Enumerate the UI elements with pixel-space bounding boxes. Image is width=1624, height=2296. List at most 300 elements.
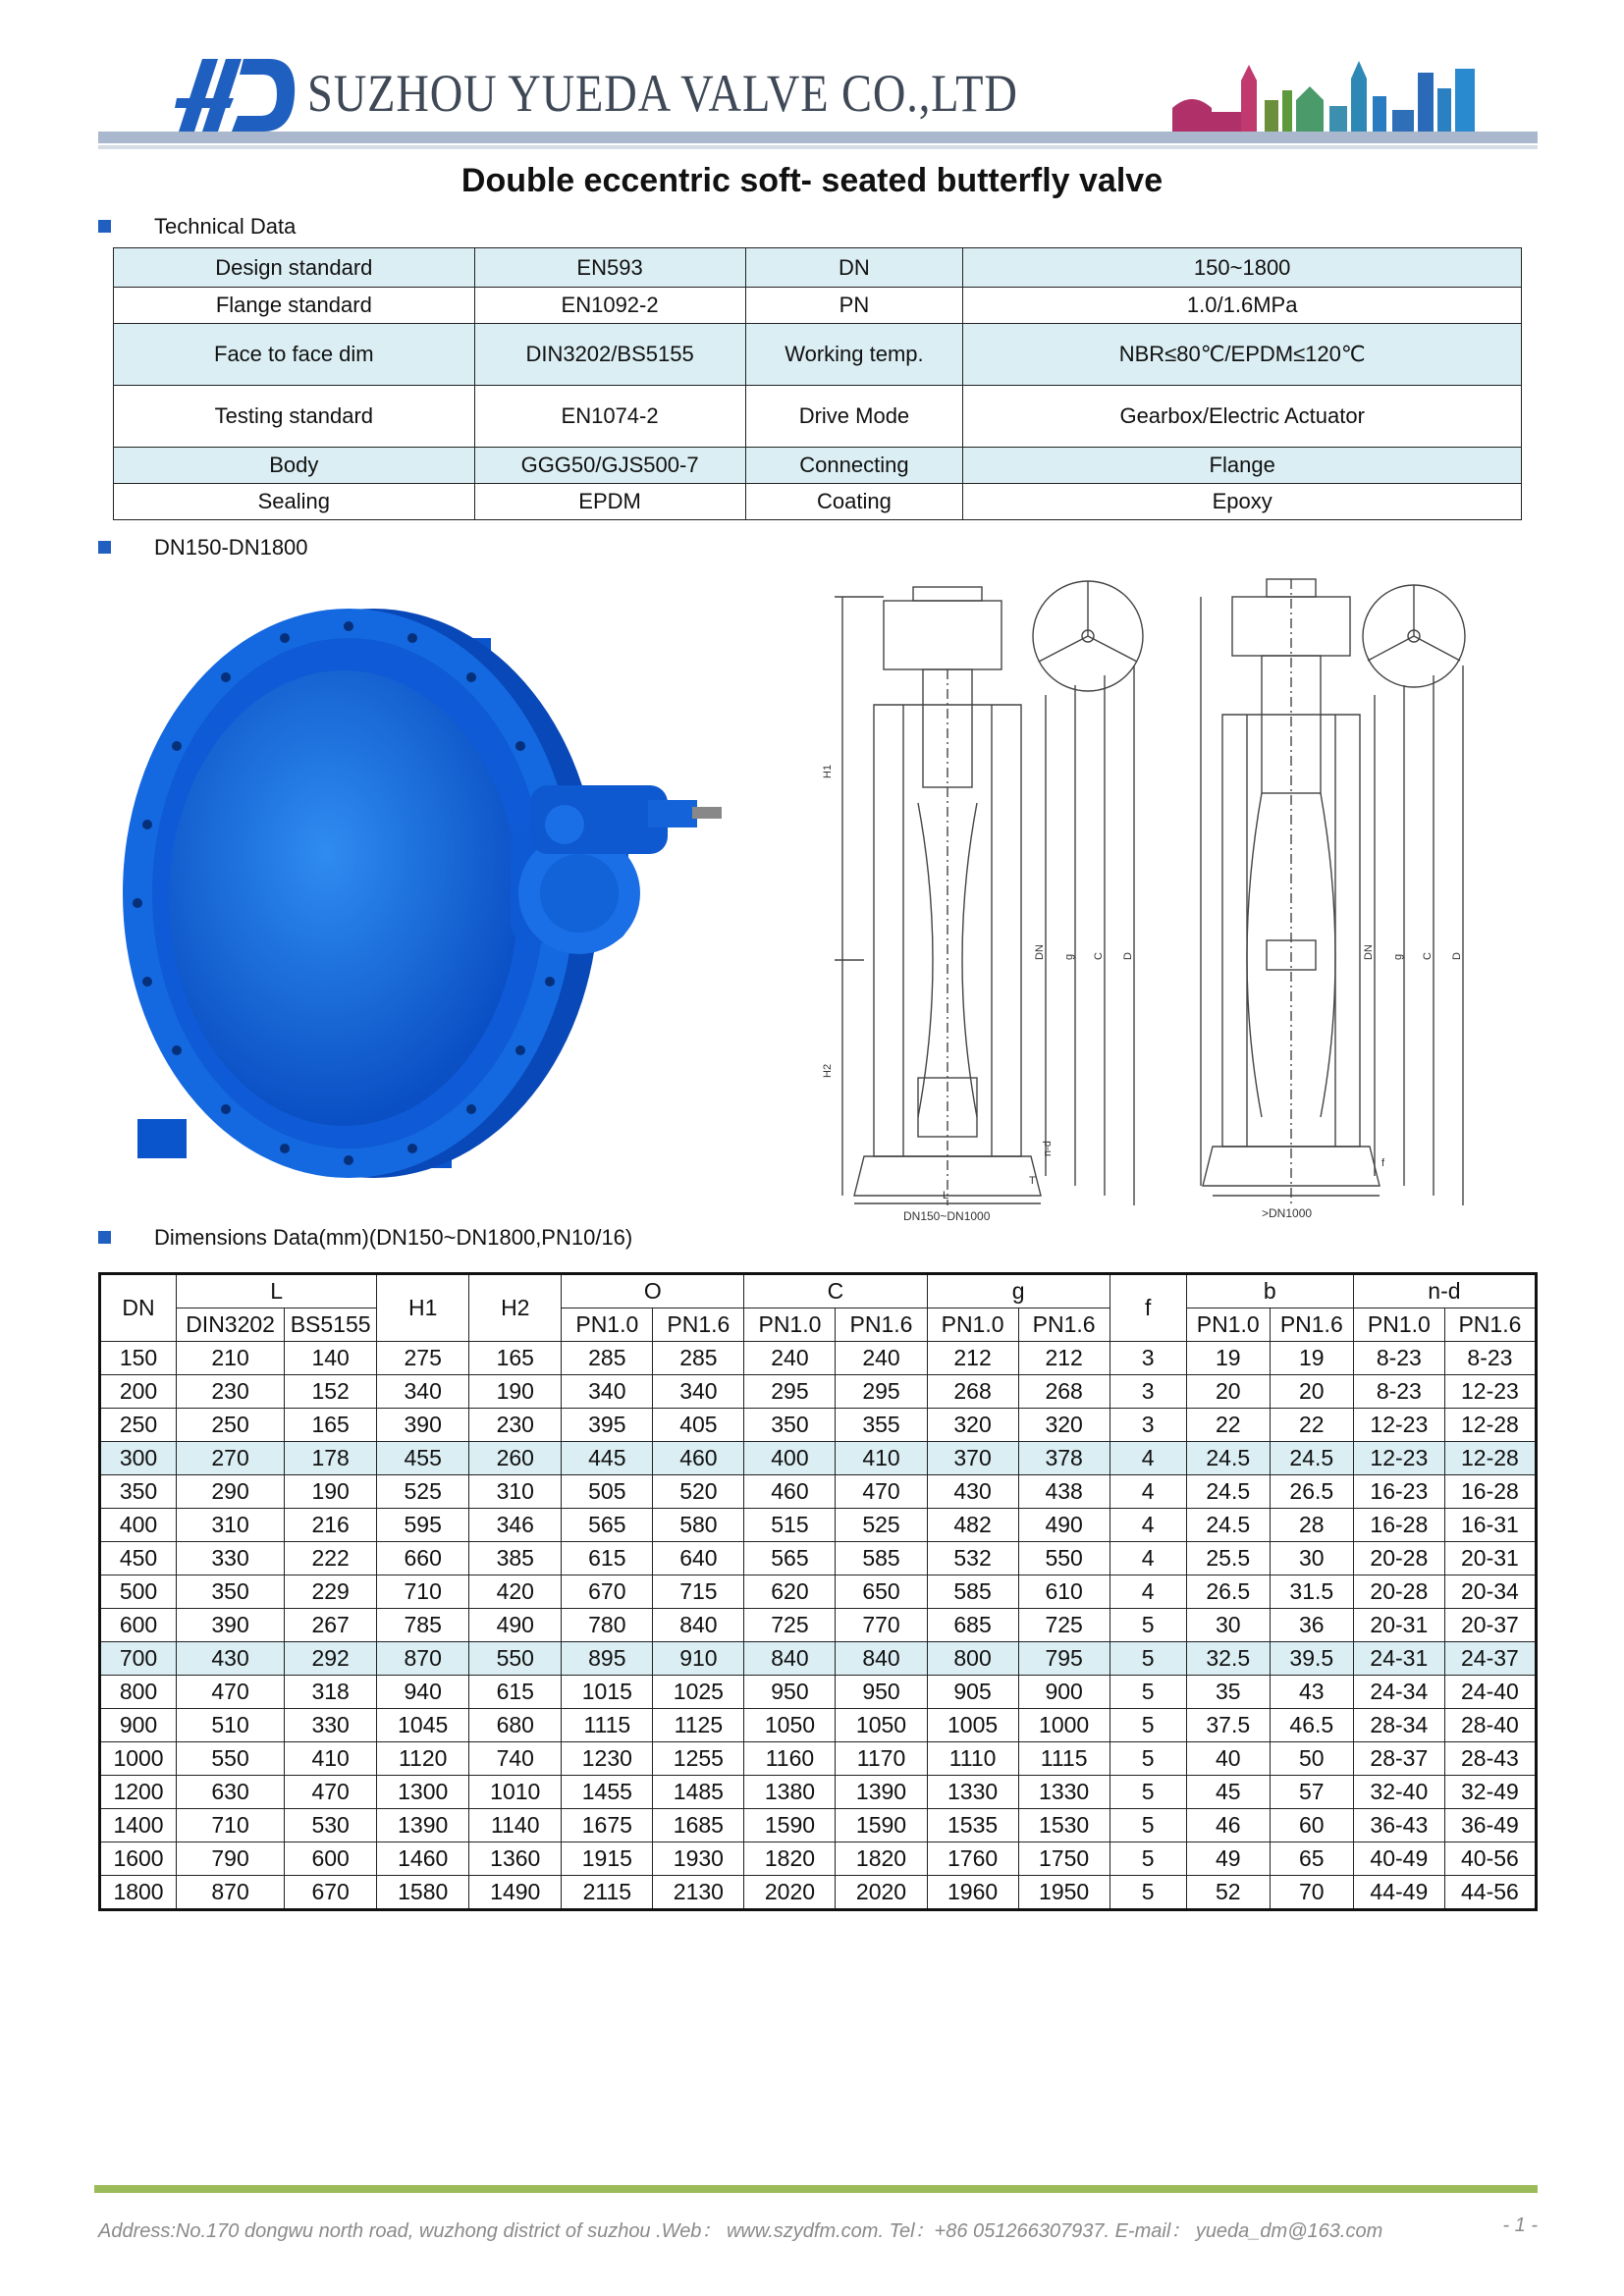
table-row — [100, 1642, 1537, 1676]
table-cell: 3 — [1110, 1342, 1186, 1375]
table-cell: 5 — [1110, 1809, 1186, 1842]
table-cell: 390 — [377, 1409, 469, 1442]
col-dn: DN — [100, 1274, 177, 1342]
col-nd: n-d — [1353, 1274, 1536, 1308]
col-f: f — [1110, 1274, 1186, 1342]
footer-address: Address:No.170 dongwu north road, wuzhong district of suzhou .Web： www.szydfm.com. Tel：+86 051266307937. E-mail： yueda_dm@163.com — [98, 2220, 1383, 2242]
table-cell: 36-49 — [1444, 1809, 1536, 1842]
table-cell: 530 — [285, 1809, 377, 1842]
table-cell: 370 — [927, 1442, 1018, 1475]
table-cell: 12-23 — [1353, 1442, 1444, 1475]
table-cell: 1930 — [653, 1842, 744, 1876]
table-row — [100, 1542, 1537, 1575]
table-cell: 5 — [1110, 1842, 1186, 1876]
table-cell: 700 — [100, 1642, 177, 1676]
table-cell: 210 — [177, 1342, 285, 1375]
table-cell: 230 — [177, 1375, 285, 1409]
col-g-pn10: PN1.0 — [927, 1308, 1018, 1342]
table-cell: 25.5 — [1186, 1542, 1270, 1575]
table-cell: 725 — [1018, 1609, 1110, 1642]
table-cell: 1360 — [469, 1842, 562, 1876]
table-cell: 16-23 — [1353, 1475, 1444, 1509]
table-cell: 490 — [469, 1609, 562, 1642]
table-cell: 37.5 — [1186, 1709, 1270, 1742]
table-cell: 2115 — [562, 1876, 653, 1910]
table-cell: 715 — [653, 1575, 744, 1609]
table-cell: 565 — [744, 1542, 836, 1575]
table-cell: 45 — [1186, 1776, 1270, 1809]
table-cell: 32-40 — [1353, 1776, 1444, 1809]
table-cell: 1590 — [836, 1809, 927, 1842]
table-cell: 565 — [562, 1509, 653, 1542]
document-title: Double eccentric soft- seated butterfly valve — [460, 162, 1164, 199]
table-cell: 600 — [100, 1609, 177, 1642]
table-cell: 44-56 — [1444, 1876, 1536, 1910]
table-cell: 1170 — [836, 1742, 927, 1776]
table-cell: 320 — [927, 1409, 1018, 1442]
table-cell: 200 — [100, 1375, 177, 1409]
table-cell: 1140 — [469, 1809, 562, 1842]
table-cell: 12-28 — [1444, 1442, 1536, 1475]
table-cell: 8-23 — [1353, 1375, 1444, 1409]
table-cell: 470 — [177, 1676, 285, 1709]
table-cell: 320 — [1018, 1409, 1110, 1442]
col-h1: H1 — [377, 1274, 469, 1342]
table-row — [100, 1342, 1537, 1375]
label-h2: H2 — [822, 1063, 834, 1078]
label-d: D — [1451, 952, 1463, 960]
table-cell: 420 — [469, 1575, 562, 1609]
col-b: b — [1186, 1274, 1353, 1308]
label-c: C — [1093, 952, 1105, 960]
bullet-icon — [98, 541, 111, 554]
table-cell: 250 — [100, 1409, 177, 1442]
table-cell: 355 — [836, 1409, 927, 1442]
table-cell: 1330 — [927, 1776, 1018, 1809]
table-cell: 1950 — [1018, 1876, 1110, 1910]
table-cell: 450 — [100, 1542, 177, 1575]
table-cell: 49 — [1186, 1842, 1270, 1876]
tech-cell-value1: GGG50/GJS500-7 — [474, 448, 745, 484]
table-cell: 1200 — [100, 1776, 177, 1809]
table-cell: 65 — [1270, 1842, 1353, 1876]
valve-photo — [118, 599, 815, 1188]
table-cell: 1490 — [469, 1876, 562, 1910]
table-cell: 4 — [1110, 1475, 1186, 1509]
table-cell: 24.5 — [1186, 1442, 1270, 1475]
table-cell: 840 — [744, 1642, 836, 1676]
table-cell: 24.5 — [1186, 1475, 1270, 1509]
table-cell: 290 — [177, 1475, 285, 1509]
tech-cell-value2: 150~1800 — [963, 248, 1522, 288]
table-cell: 900 — [1018, 1676, 1110, 1709]
table-cell: 5 — [1110, 1776, 1186, 1809]
tech-cell-label2: PN — [745, 288, 963, 324]
table-row — [100, 1676, 1537, 1709]
section-range-label: DN150-DN1800 — [154, 535, 308, 560]
drawing-dn150-dn1000 — [822, 567, 1188, 1225]
col-nd-pn10: PN1.0 — [1353, 1308, 1444, 1342]
table-cell: 400 — [100, 1509, 177, 1542]
table-cell: 1675 — [562, 1809, 653, 1842]
drawing-over-dn1000 — [1193, 567, 1532, 1225]
table-cell: 318 — [285, 1676, 377, 1709]
table-cell: 5 — [1110, 1876, 1186, 1910]
table-cell: 20-37 — [1444, 1609, 1536, 1642]
table-cell: 310 — [469, 1475, 562, 1509]
table-cell: 36 — [1270, 1609, 1353, 1642]
table-cell: 1600 — [100, 1842, 177, 1876]
page-footer — [98, 2215, 1538, 2243]
table-cell: 500 — [100, 1575, 177, 1609]
table-cell: 378 — [1018, 1442, 1110, 1475]
table-cell: 910 — [653, 1642, 744, 1676]
table-cell: 285 — [562, 1342, 653, 1375]
table-cell: 250 — [177, 1409, 285, 1442]
table-cell: 190 — [469, 1375, 562, 1409]
table-cell: 615 — [469, 1676, 562, 1709]
table-cell: 1800 — [100, 1876, 177, 1910]
table-cell: 1120 — [377, 1742, 469, 1776]
tech-cell-value1: DIN3202/BS5155 — [474, 324, 745, 386]
table-cell: 900 — [100, 1709, 177, 1742]
section-range-heading — [98, 535, 308, 561]
tech-cell-label2: DN — [745, 248, 963, 288]
table-cell: 1530 — [1018, 1809, 1110, 1842]
table-cell: 685 — [927, 1609, 1018, 1642]
table-cell: 330 — [285, 1709, 377, 1742]
table-cell: 19 — [1270, 1342, 1353, 1375]
table-cell: 268 — [1018, 1375, 1110, 1409]
table-cell: 1230 — [562, 1742, 653, 1776]
table-cell: 950 — [744, 1676, 836, 1709]
table-cell: 470 — [836, 1475, 927, 1509]
table-cell: 1960 — [927, 1876, 1018, 1910]
table-cell: 1685 — [653, 1809, 744, 1842]
col-l: L — [177, 1274, 377, 1308]
col-o: O — [562, 1274, 744, 1308]
tech-row — [114, 288, 1522, 324]
table-cell: 267 — [285, 1609, 377, 1642]
table-cell: 20 — [1186, 1375, 1270, 1409]
table-cell: 1115 — [1018, 1742, 1110, 1776]
header-divider-thin — [98, 145, 1538, 149]
table-row — [100, 1876, 1537, 1910]
tech-cell-value2: Gearbox/Electric Actuator — [963, 386, 1522, 448]
col-g: g — [927, 1274, 1110, 1308]
table-cell: 295 — [744, 1375, 836, 1409]
table-cell: 550 — [177, 1742, 285, 1776]
table-cell: 525 — [836, 1509, 927, 1542]
table-cell: 1535 — [927, 1809, 1018, 1842]
table-cell: 895 — [562, 1642, 653, 1676]
table-cell: 165 — [285, 1409, 377, 1442]
table-cell: 340 — [377, 1375, 469, 1409]
table-cell: 22 — [1186, 1409, 1270, 1442]
table-cell: 212 — [927, 1342, 1018, 1375]
table-cell: 800 — [927, 1642, 1018, 1676]
skyline-logo — [1172, 51, 1477, 139]
table-cell: 40-56 — [1444, 1842, 1536, 1876]
table-cell: 300 — [100, 1442, 177, 1475]
tech-row — [114, 448, 1522, 484]
technical-data-table — [113, 247, 1522, 520]
table-cell: 12-23 — [1444, 1375, 1536, 1409]
table-cell: 24-31 — [1353, 1642, 1444, 1676]
table-cell: 24-37 — [1444, 1642, 1536, 1676]
table-cell: 24-40 — [1444, 1676, 1536, 1709]
table-cell: 57 — [1270, 1776, 1353, 1809]
table-cell: 905 — [927, 1676, 1018, 1709]
company-logo — [175, 55, 297, 133]
table-cell: 445 — [562, 1442, 653, 1475]
tech-cell-label1: Flange standard — [114, 288, 475, 324]
table-cell: 1915 — [562, 1842, 653, 1876]
table-cell: 1110 — [927, 1742, 1018, 1776]
table-cell: 385 — [469, 1542, 562, 1575]
table-cell: 5 — [1110, 1609, 1186, 1642]
tech-cell-value2: Epoxy — [963, 484, 1522, 520]
tech-cell-value1: EN1092-2 — [474, 288, 745, 324]
col-c-pn10: PN1.0 — [744, 1308, 836, 1342]
table-cell: 12-28 — [1444, 1409, 1536, 1442]
table-row — [100, 1442, 1537, 1475]
col-b-pn10: PN1.0 — [1186, 1308, 1270, 1342]
table-cell: 40 — [1186, 1742, 1270, 1776]
table-cell: 680 — [469, 1709, 562, 1742]
table-cell: 770 — [836, 1609, 927, 1642]
table-cell: 1380 — [744, 1776, 836, 1809]
table-cell: 50 — [1270, 1742, 1353, 1776]
table-row — [100, 1709, 1537, 1742]
table-cell: 710 — [377, 1575, 469, 1609]
table-cell: 940 — [377, 1676, 469, 1709]
table-cell: 4 — [1110, 1542, 1186, 1575]
table-cell: 3 — [1110, 1375, 1186, 1409]
table-cell: 1015 — [562, 1676, 653, 1709]
table-cell: 212 — [1018, 1342, 1110, 1375]
table-cell: 795 — [1018, 1642, 1110, 1676]
table-cell: 410 — [836, 1442, 927, 1475]
table-cell: 12-23 — [1353, 1409, 1444, 1442]
table-cell: 4 — [1110, 1509, 1186, 1542]
table-cell: 1000 — [100, 1742, 177, 1776]
table-cell: 1010 — [469, 1776, 562, 1809]
table-cell: 640 — [653, 1542, 744, 1575]
table-cell: 32.5 — [1186, 1642, 1270, 1676]
table-cell: 670 — [562, 1575, 653, 1609]
drawing-caption-left: DN150~DN1000 — [903, 1209, 991, 1223]
table-cell: 520 — [653, 1475, 744, 1509]
table-cell: 405 — [653, 1409, 744, 1442]
table-cell: 470 — [285, 1776, 377, 1809]
col-o-pn10: PN1.0 — [562, 1308, 653, 1342]
table-cell: 585 — [836, 1542, 927, 1575]
tech-cell-label2: Drive Mode — [745, 386, 963, 448]
table-cell: 28-34 — [1353, 1709, 1444, 1742]
table-cell: 1820 — [836, 1842, 927, 1876]
label-h1: H1 — [822, 764, 834, 778]
tech-cell-label1: Sealing — [114, 484, 475, 520]
table-row — [100, 1842, 1537, 1876]
table-cell: 438 — [1018, 1475, 1110, 1509]
table-cell: 600 — [285, 1842, 377, 1876]
table-cell: 30 — [1186, 1609, 1270, 1642]
table-cell: 790 — [177, 1842, 285, 1876]
table-cell: 1005 — [927, 1709, 1018, 1742]
table-row — [100, 1375, 1537, 1409]
table-cell: 1025 — [653, 1676, 744, 1709]
table-cell: 870 — [177, 1876, 285, 1910]
tech-cell-label2: Coating — [745, 484, 963, 520]
table-cell: 60 — [1270, 1809, 1353, 1842]
tech-row — [114, 386, 1522, 448]
col-b-pn16: PN1.6 — [1270, 1308, 1353, 1342]
table-cell: 580 — [653, 1509, 744, 1542]
table-cell: 670 — [285, 1876, 377, 1910]
table-cell: 610 — [1018, 1575, 1110, 1609]
table-cell: 16-31 — [1444, 1509, 1536, 1542]
tech-cell-value2: NBR≤80℃/EPDM≤120℃ — [963, 324, 1522, 386]
table-cell: 285 — [653, 1342, 744, 1375]
table-cell: 30 — [1270, 1542, 1353, 1575]
label-dn: DN — [1034, 944, 1046, 960]
table-cell: 1760 — [927, 1842, 1018, 1876]
tech-cell-label1: Face to face dim — [114, 324, 475, 386]
dimensions-table — [98, 1272, 1538, 1911]
table-cell: 268 — [927, 1375, 1018, 1409]
table-row — [100, 1742, 1537, 1776]
table-cell: 46.5 — [1270, 1709, 1353, 1742]
table-cell: 1330 — [1018, 1776, 1110, 1809]
col-c: C — [744, 1274, 927, 1308]
table-cell: 490 — [1018, 1509, 1110, 1542]
tech-row — [114, 248, 1522, 288]
table-cell: 620 — [744, 1575, 836, 1609]
table-cell: 340 — [562, 1375, 653, 1409]
table-cell: 1125 — [653, 1709, 744, 1742]
table-cell: 19 — [1186, 1342, 1270, 1375]
tech-cell-value2: Flange — [963, 448, 1522, 484]
table-cell: 630 — [177, 1776, 285, 1809]
table-row — [100, 1409, 1537, 1442]
table-cell: 1750 — [1018, 1842, 1110, 1876]
label-c: C — [1422, 952, 1434, 960]
table-cell: 2020 — [744, 1876, 836, 1910]
table-cell: 240 — [744, 1342, 836, 1375]
table-cell: 532 — [927, 1542, 1018, 1575]
table-cell: 800 — [100, 1676, 177, 1709]
table-cell: 310 — [177, 1509, 285, 1542]
label-l: L — [943, 1190, 949, 1201]
table-cell: 20-31 — [1444, 1542, 1536, 1575]
table-cell: 505 — [562, 1475, 653, 1509]
table-cell: 350 — [744, 1409, 836, 1442]
table-row — [100, 1776, 1537, 1809]
table-row — [100, 1509, 1537, 1542]
table-cell: 710 — [177, 1809, 285, 1842]
tech-cell-label1: Testing standard — [114, 386, 475, 448]
table-cell: 410 — [285, 1742, 377, 1776]
section-technical-label: Technical Data — [154, 214, 297, 239]
table-cell: 24.5 — [1186, 1509, 1270, 1542]
table-cell: 16-28 — [1353, 1509, 1444, 1542]
company-name: SUZHOU YUEDA VALVE CO.,LTD — [307, 64, 1018, 123]
table-cell: 260 — [469, 1442, 562, 1475]
label-dn: DN — [1363, 944, 1375, 960]
table-cell: 46 — [1186, 1809, 1270, 1842]
table-cell: 275 — [377, 1342, 469, 1375]
table-cell: 20-34 — [1444, 1575, 1536, 1609]
table-cell: 40-49 — [1353, 1842, 1444, 1876]
table-cell: 482 — [927, 1509, 1018, 1542]
section-dimensions-heading — [98, 1225, 632, 1251]
table-cell: 26.5 — [1186, 1575, 1270, 1609]
tech-row — [114, 484, 1522, 520]
tech-row — [114, 324, 1522, 386]
table-cell: 178 — [285, 1442, 377, 1475]
table-cell: 4 — [1110, 1442, 1186, 1475]
table-cell: 660 — [377, 1542, 469, 1575]
tech-cell-label2: Working temp. — [745, 324, 963, 386]
table-cell: 36-43 — [1353, 1809, 1444, 1842]
table-cell: 1460 — [377, 1842, 469, 1876]
table-cell: 35 — [1186, 1676, 1270, 1709]
table-cell: 216 — [285, 1509, 377, 1542]
table-cell: 28-43 — [1444, 1742, 1536, 1776]
table-cell: 222 — [285, 1542, 377, 1575]
table-cell: 44-49 — [1353, 1876, 1444, 1910]
table-cell: 230 — [469, 1409, 562, 1442]
table-cell: 1455 — [562, 1776, 653, 1809]
table-cell: 525 — [377, 1475, 469, 1509]
table-cell: 20-31 — [1353, 1609, 1444, 1642]
table-row — [100, 1809, 1537, 1842]
table-cell: 780 — [562, 1609, 653, 1642]
table-cell: 950 — [836, 1676, 927, 1709]
table-cell: 1485 — [653, 1776, 744, 1809]
page-number: - 1 - — [1502, 2215, 1538, 2236]
header-divider — [98, 132, 1538, 143]
table-cell: 229 — [285, 1575, 377, 1609]
table-cell: 8-23 — [1444, 1342, 1536, 1375]
label-d: D — [1122, 952, 1134, 960]
table-cell: 240 — [836, 1342, 927, 1375]
col-o-pn16: PN1.6 — [653, 1308, 744, 1342]
table-cell: 70 — [1270, 1876, 1353, 1910]
table-cell: 330 — [177, 1542, 285, 1575]
table-cell: 1160 — [744, 1742, 836, 1776]
table-cell: 28-40 — [1444, 1709, 1536, 1742]
table-cell: 24.5 — [1270, 1442, 1353, 1475]
section-dimensions-label: Dimensions Data(mm)(DN150~DN1800,PN10/16) — [154, 1225, 633, 1250]
bullet-icon — [98, 220, 111, 233]
table-cell: 52 — [1186, 1876, 1270, 1910]
tech-cell-label2: Connecting — [745, 448, 963, 484]
table-cell: 1050 — [744, 1709, 836, 1742]
table-cell: 350 — [100, 1475, 177, 1509]
table-cell: 430 — [927, 1475, 1018, 1509]
col-nd-pn16: PN1.6 — [1444, 1308, 1536, 1342]
table-cell: 1590 — [744, 1809, 836, 1842]
table-cell: 1045 — [377, 1709, 469, 1742]
col-bs5155: BS5155 — [285, 1308, 377, 1342]
table-cell: 550 — [469, 1642, 562, 1676]
label-f: f — [1381, 1157, 1385, 1169]
table-cell: 615 — [562, 1542, 653, 1575]
table-cell: 1390 — [836, 1776, 927, 1809]
table-cell: 295 — [836, 1375, 927, 1409]
